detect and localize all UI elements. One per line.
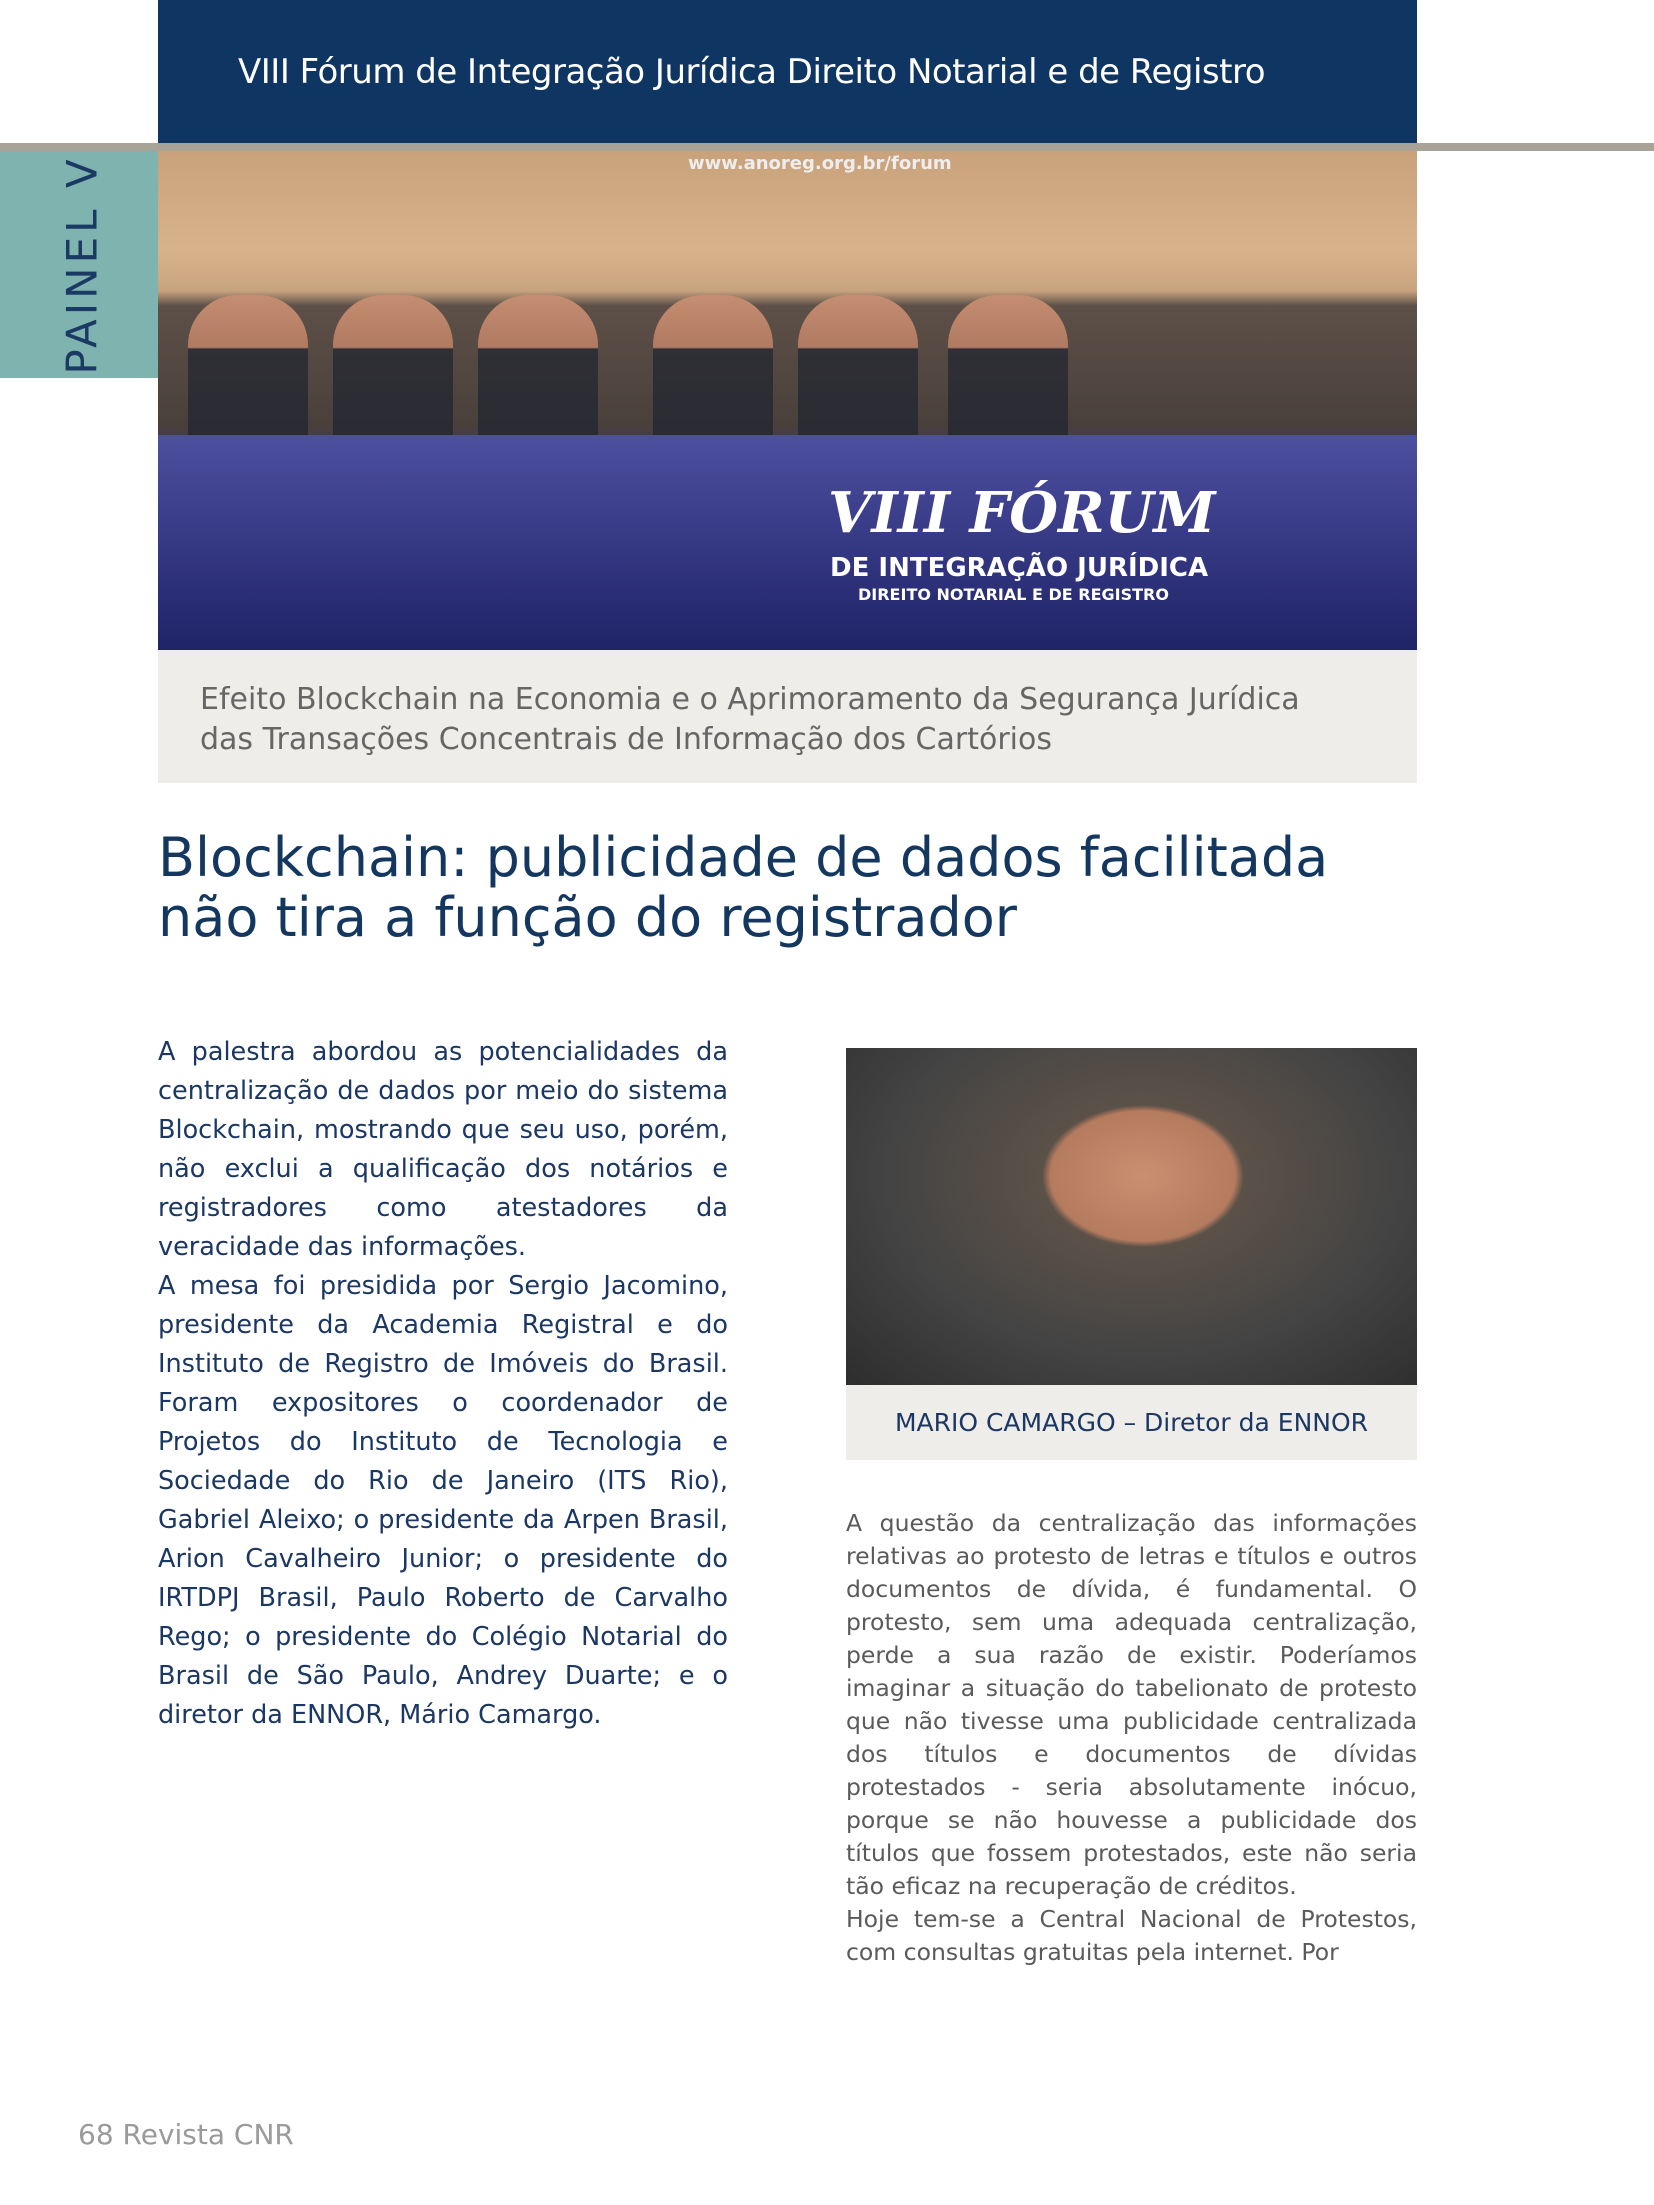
- right-column: [846, 1507, 1417, 1969]
- paragraph: A palestra abordou as potencialidades da centralização de dados por meio do sistema Blockchain, mostrando que seu uso, porém, não exclui a qualificação dos notários e registradores como atestadores da veracidade das informações.: [158, 1037, 728, 1262]
- panel-photo: [158, 151, 1417, 650]
- banner-subtitle-2: DIREITO NOTARIAL E DE REGISTRO: [858, 585, 1169, 604]
- panelist-figure: [478, 295, 598, 445]
- panelist-figure: [333, 295, 453, 445]
- portrait-caption: [846, 1385, 1417, 1460]
- section-tab: [0, 151, 158, 378]
- forum-banner: [158, 435, 1417, 650]
- panel-caption: [158, 650, 1417, 783]
- photo-url-text: www.anoreg.org.br/forum: [688, 153, 952, 174]
- banner-subtitle: DE INTEGRAÇÃO JURÍDICA: [830, 553, 1209, 583]
- paragraph: A mesa foi presidida por Sergio Jacomino, presidente da Academia Registral e do Instituto de Registro de Imóveis do Brasil. Foram expositores o coordenador de Projetos do Instituto de Tecnologia e Sociedade do Rio de Janeiro (ITS Rio), Gabriel Aleixo; o presidente da Arpen Brasil, Arion Cavalheiro Junior; o presidente do IRTDPJ Brasil, Paulo Roberto de Carvalho Rego; o presidente do Colégio Notarial do Brasil de São Paulo, Andrey Duarte; e o diretor da ENNOR, Mário Camargo.: [158, 1271, 728, 1730]
- paragraph: Hoje tem-se a Central Nacional de Protestos, com consultas gratuitas pela internet. Por: [846, 1905, 1417, 1966]
- panelist-figure: [948, 295, 1068, 445]
- portrait-caption-text: MARIO CAMARGO – Diretor da ENNOR: [894, 1408, 1369, 1437]
- section-tab-label: PAINEL V: [57, 154, 107, 375]
- paragraph: A questão da centralização das informações relativas ao protesto de letras e títulos e outros documentos de dívida, é fundamental. O protesto, sem uma adequada centralização, perde a sua razão de existir. Poderíamos imaginar a situação do tabelionato de protesto que não tivesse uma publicidade centralizada dos títulos e documentos de dívidas protestados - seria absolutamente inócuo, porque se não houvesse a publicidade dos títulos que fossem protestados, este não seria tão eficaz na recuperação de créditos.: [846, 1509, 1417, 1900]
- panelist-figure: [188, 295, 308, 445]
- header-title: VIII Fórum de Integração Jurídica Direito Notarial e de Registro: [238, 51, 1266, 92]
- left-column: [158, 1033, 728, 1735]
- title-line: não tira a função do registrador: [158, 886, 1017, 949]
- caption-line: Efeito Blockchain na Economia e o Aprimoramento da Segurança Jurídica: [200, 682, 1300, 717]
- panelist-figure: [798, 295, 918, 445]
- page-header: [158, 0, 1417, 143]
- article-title: [158, 828, 1358, 948]
- caption-line: das Transações Concentrais de Informação dos Cartórios: [200, 722, 1052, 757]
- banner-title: VIII FÓRUM: [828, 480, 1216, 546]
- title-line: Blockchain: publicidade de dados facilitada: [158, 826, 1329, 889]
- panelist-figure: [653, 295, 773, 445]
- header-divider: [0, 143, 1654, 151]
- page-footer: 68 Revista CNR: [78, 2118, 294, 2151]
- portrait-photo: [846, 1048, 1417, 1385]
